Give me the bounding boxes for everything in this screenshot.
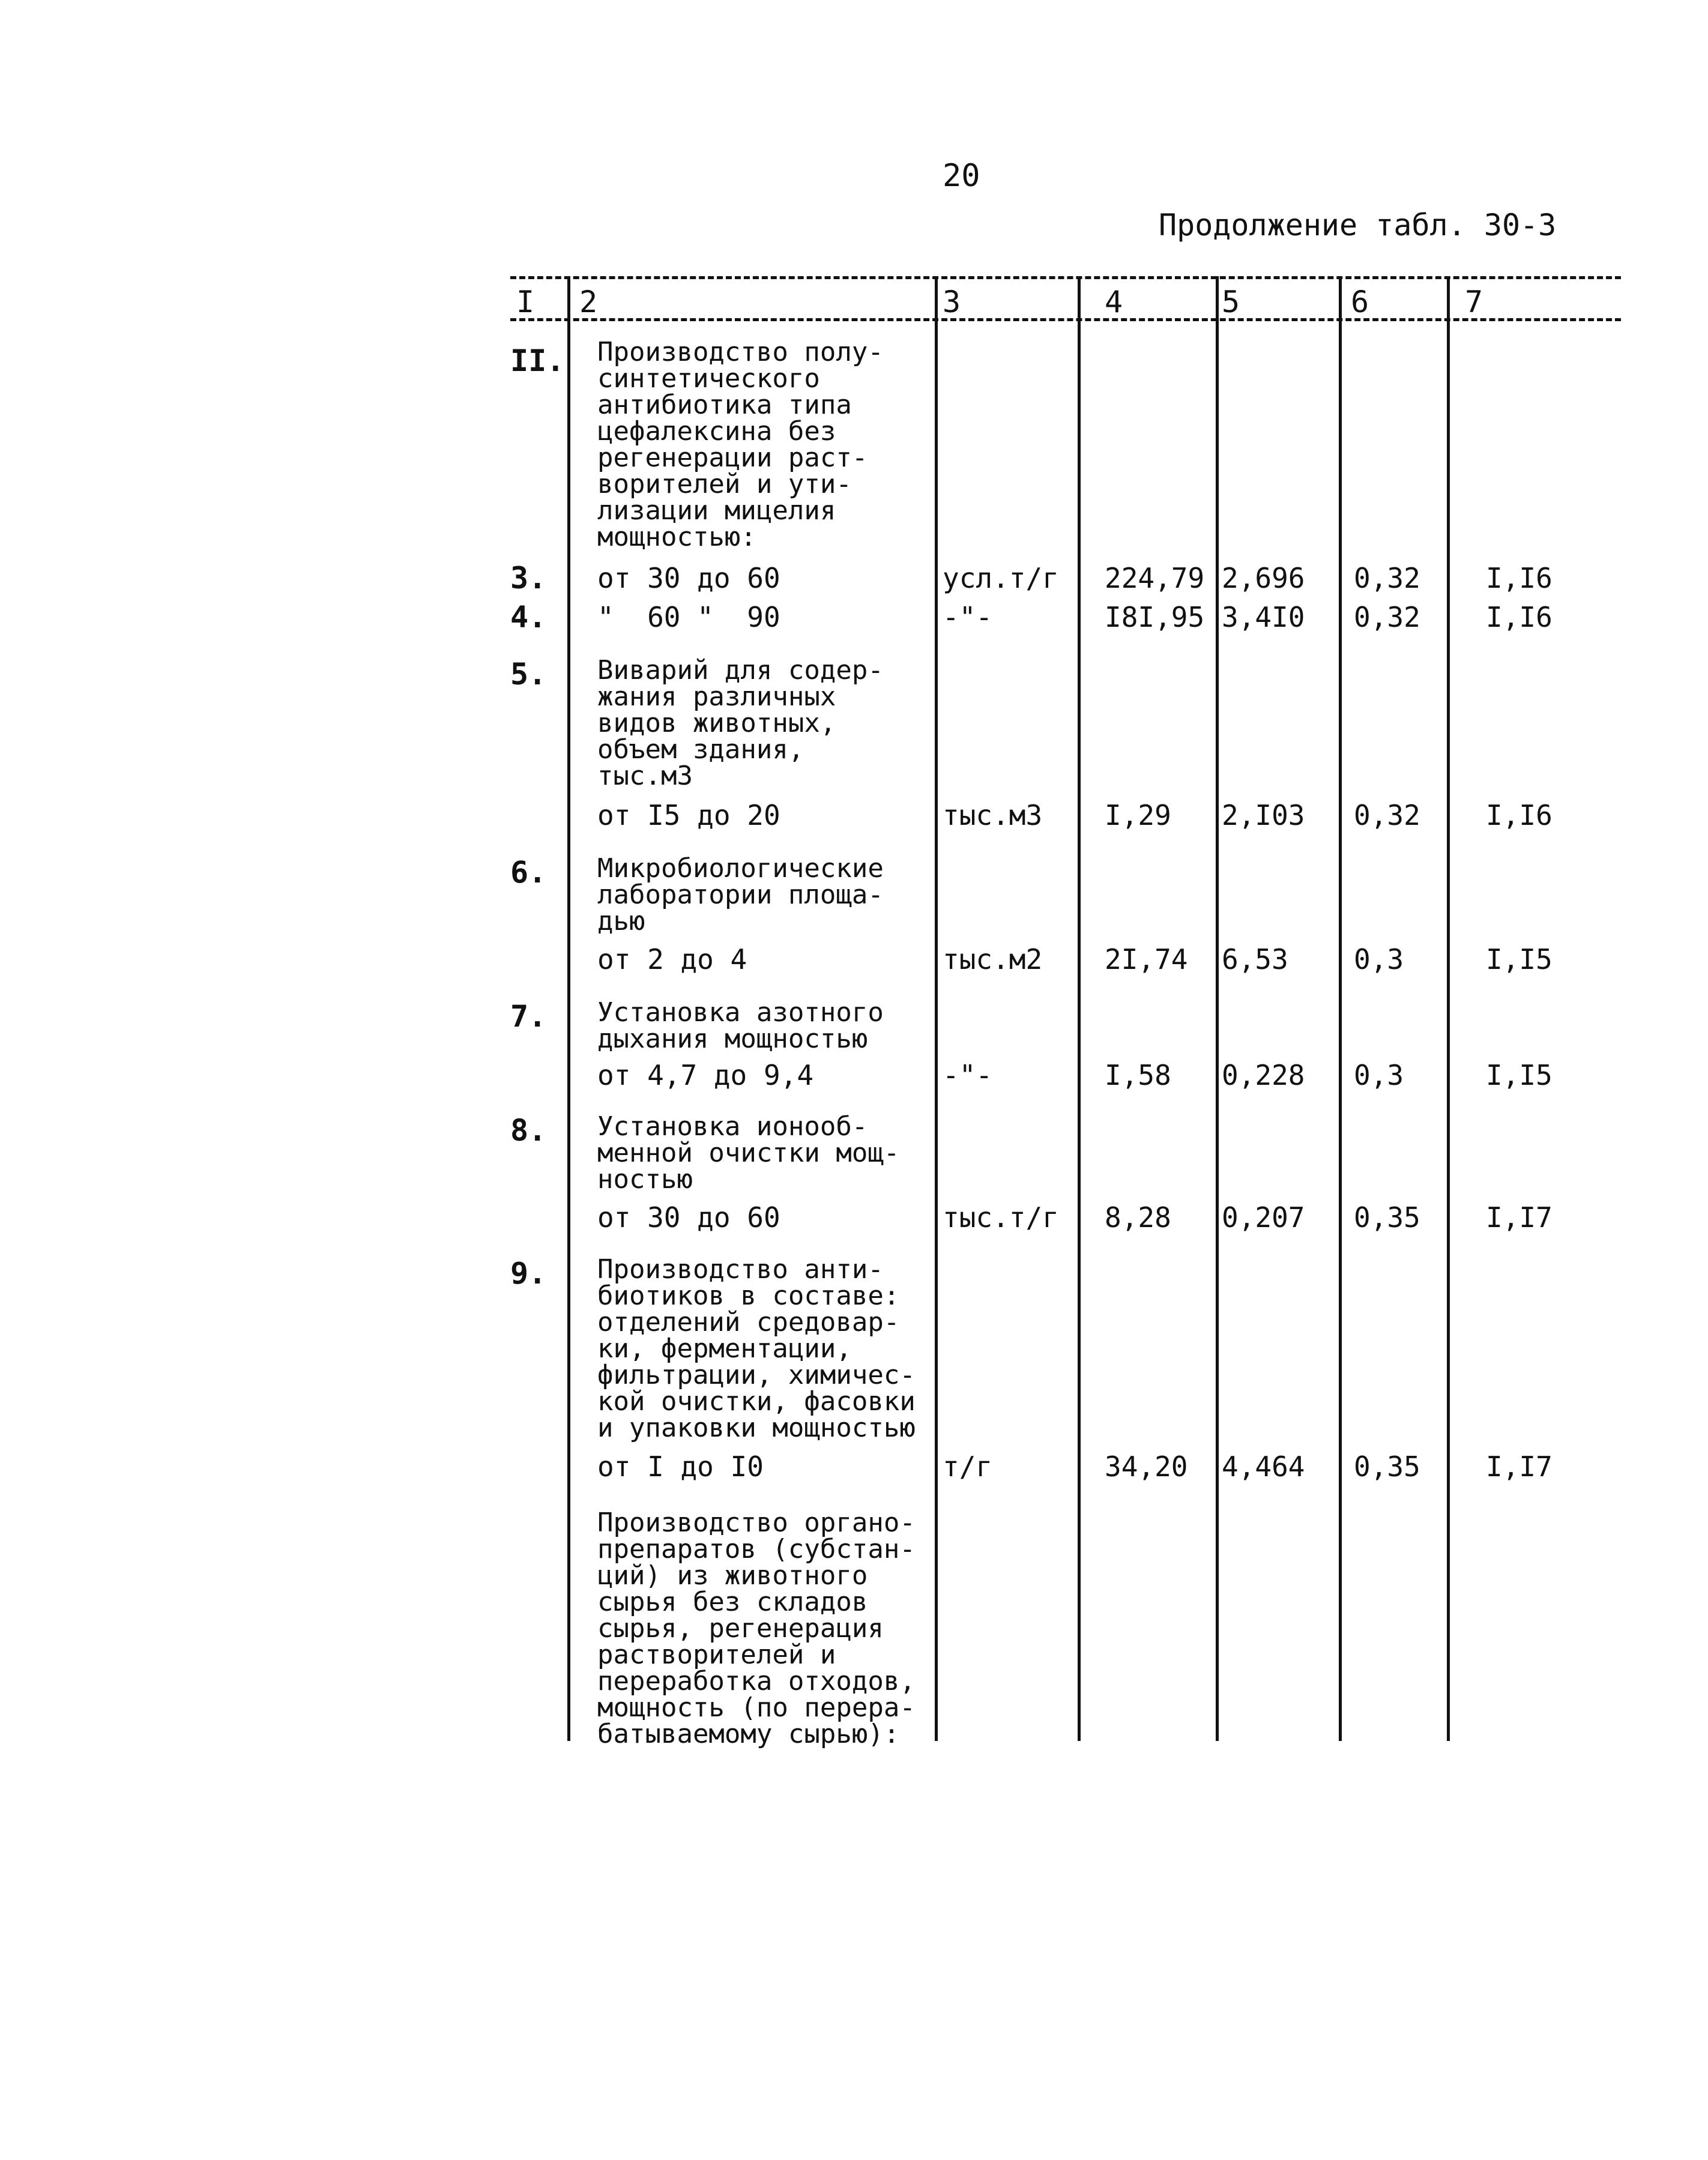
row-range: от 30 до 60 — [597, 562, 780, 594]
row-description: Виварий для содер- жания различных видов животных, объем здания, тыс.м3 — [597, 655, 884, 791]
row-unit: -"- — [943, 601, 993, 633]
row-col-6: 0,3 — [1354, 1059, 1404, 1091]
row-col-7: I,I6 — [1486, 601, 1553, 633]
row-col-7: I,I6 — [1486, 799, 1553, 831]
row-col-4: 34,20 — [1105, 1450, 1188, 1483]
row-unit: усл.т/г — [943, 562, 1059, 594]
col-divider-4 — [1216, 276, 1219, 1741]
row-col-5: 6,53 — [1222, 943, 1288, 976]
row-unit: -"- — [943, 1059, 993, 1091]
row-col-6: 0,32 — [1354, 799, 1420, 831]
row-col-7: I,I6 — [1486, 562, 1553, 594]
row-col-7: I,I7 — [1486, 1201, 1553, 1234]
row-description: Установка азотного дыхания мощностью — [597, 997, 884, 1054]
page-number: 20 — [943, 158, 980, 194]
row-range: " 60 " 90 — [597, 601, 780, 633]
row-col-4: 8,28 — [1105, 1201, 1171, 1234]
row-number: 9. — [510, 1256, 547, 1291]
row-range: от 30 до 60 — [597, 1201, 780, 1234]
header-rule — [510, 318, 1621, 321]
row-unit: тыс.м3 — [943, 799, 1043, 831]
row-range: от I до I0 — [597, 1450, 764, 1483]
table-caption: Продолжение табл. 30-3 — [1159, 208, 1557, 243]
row-col-5: 3,4I0 — [1222, 601, 1305, 633]
header-col-1: I — [516, 285, 535, 319]
row-unit: т/г — [943, 1450, 993, 1483]
header-col-7: 7 — [1465, 285, 1483, 319]
row-number: 5. — [510, 657, 547, 692]
row-col-5: 0,228 — [1222, 1059, 1305, 1091]
row-col-4: I8I,95 — [1105, 601, 1205, 633]
row-description: Установка ионооб- менной очистки мощ- ностью — [597, 1111, 900, 1195]
row-col-6: 0,35 — [1354, 1201, 1420, 1234]
row-col-5: 2,696 — [1222, 562, 1305, 594]
header-col-3: 3 — [943, 285, 961, 319]
row-col-7: I,I5 — [1486, 1059, 1553, 1091]
col-divider-3 — [1078, 276, 1081, 1741]
row-description: Производство органо- препаратов (субстан- ций) из животного сырья без складов сырья, регенерация растворителей и переработка отходов, мощность (по перера- батываемому сырью): — [597, 1507, 916, 1749]
row-number: II. — [510, 343, 565, 378]
row-range: от I5 до 20 — [597, 799, 780, 831]
header-col-2: 2 — [579, 285, 598, 319]
row-unit: тыс.м2 — [943, 943, 1043, 976]
row-col-5: 0,207 — [1222, 1201, 1305, 1234]
row-number: 8. — [510, 1113, 547, 1148]
col-divider-2 — [935, 276, 938, 1741]
header-col-4: 4 — [1105, 285, 1123, 319]
row-range: от 4,7 до 9,4 — [597, 1059, 814, 1091]
header-col-6: 6 — [1351, 285, 1369, 319]
row-number: 4. — [510, 600, 547, 635]
col-divider-1 — [567, 276, 570, 1741]
col-divider-5 — [1339, 276, 1342, 1741]
header-col-5: 5 — [1222, 285, 1240, 319]
row-col-6: 0,32 — [1354, 601, 1420, 633]
row-col-7: I,I5 — [1486, 943, 1553, 976]
row-number: 7. — [510, 999, 547, 1034]
row-number: 6. — [510, 855, 547, 890]
row-col-7: I,I7 — [1486, 1450, 1553, 1483]
row-col-6: 0,32 — [1354, 562, 1420, 594]
row-col-4: I,29 — [1105, 799, 1171, 831]
col-divider-6 — [1447, 276, 1450, 1741]
row-number: 3. — [510, 561, 547, 596]
row-col-4: I,58 — [1105, 1059, 1171, 1091]
row-range: от 2 до 4 — [597, 943, 747, 976]
row-col-6: 0,35 — [1354, 1450, 1420, 1483]
row-description: Производство полу- синтетического антибиотика типа цефалексина без регенерации раст- ворителей и ути- лизации мицелия мощностью: — [597, 337, 884, 552]
row-col-5: 4,464 — [1222, 1450, 1305, 1483]
row-col-6: 0,3 — [1354, 943, 1404, 976]
row-col-4: 224,79 — [1105, 562, 1205, 594]
row-description: Производство анти- биотиков в составе: отделений средовар- ки, ферментации, фильтрации, химичес- кой очистки, фасовки и упаковки мощностью — [597, 1254, 916, 1443]
row-description: Микробиологические лаборатории площа- дью — [597, 853, 884, 937]
row-col-5: 2,I03 — [1222, 799, 1305, 831]
top-rule — [510, 276, 1621, 279]
row-unit: тыс.т/г — [943, 1201, 1059, 1234]
row-col-4: 2I,74 — [1105, 943, 1188, 976]
